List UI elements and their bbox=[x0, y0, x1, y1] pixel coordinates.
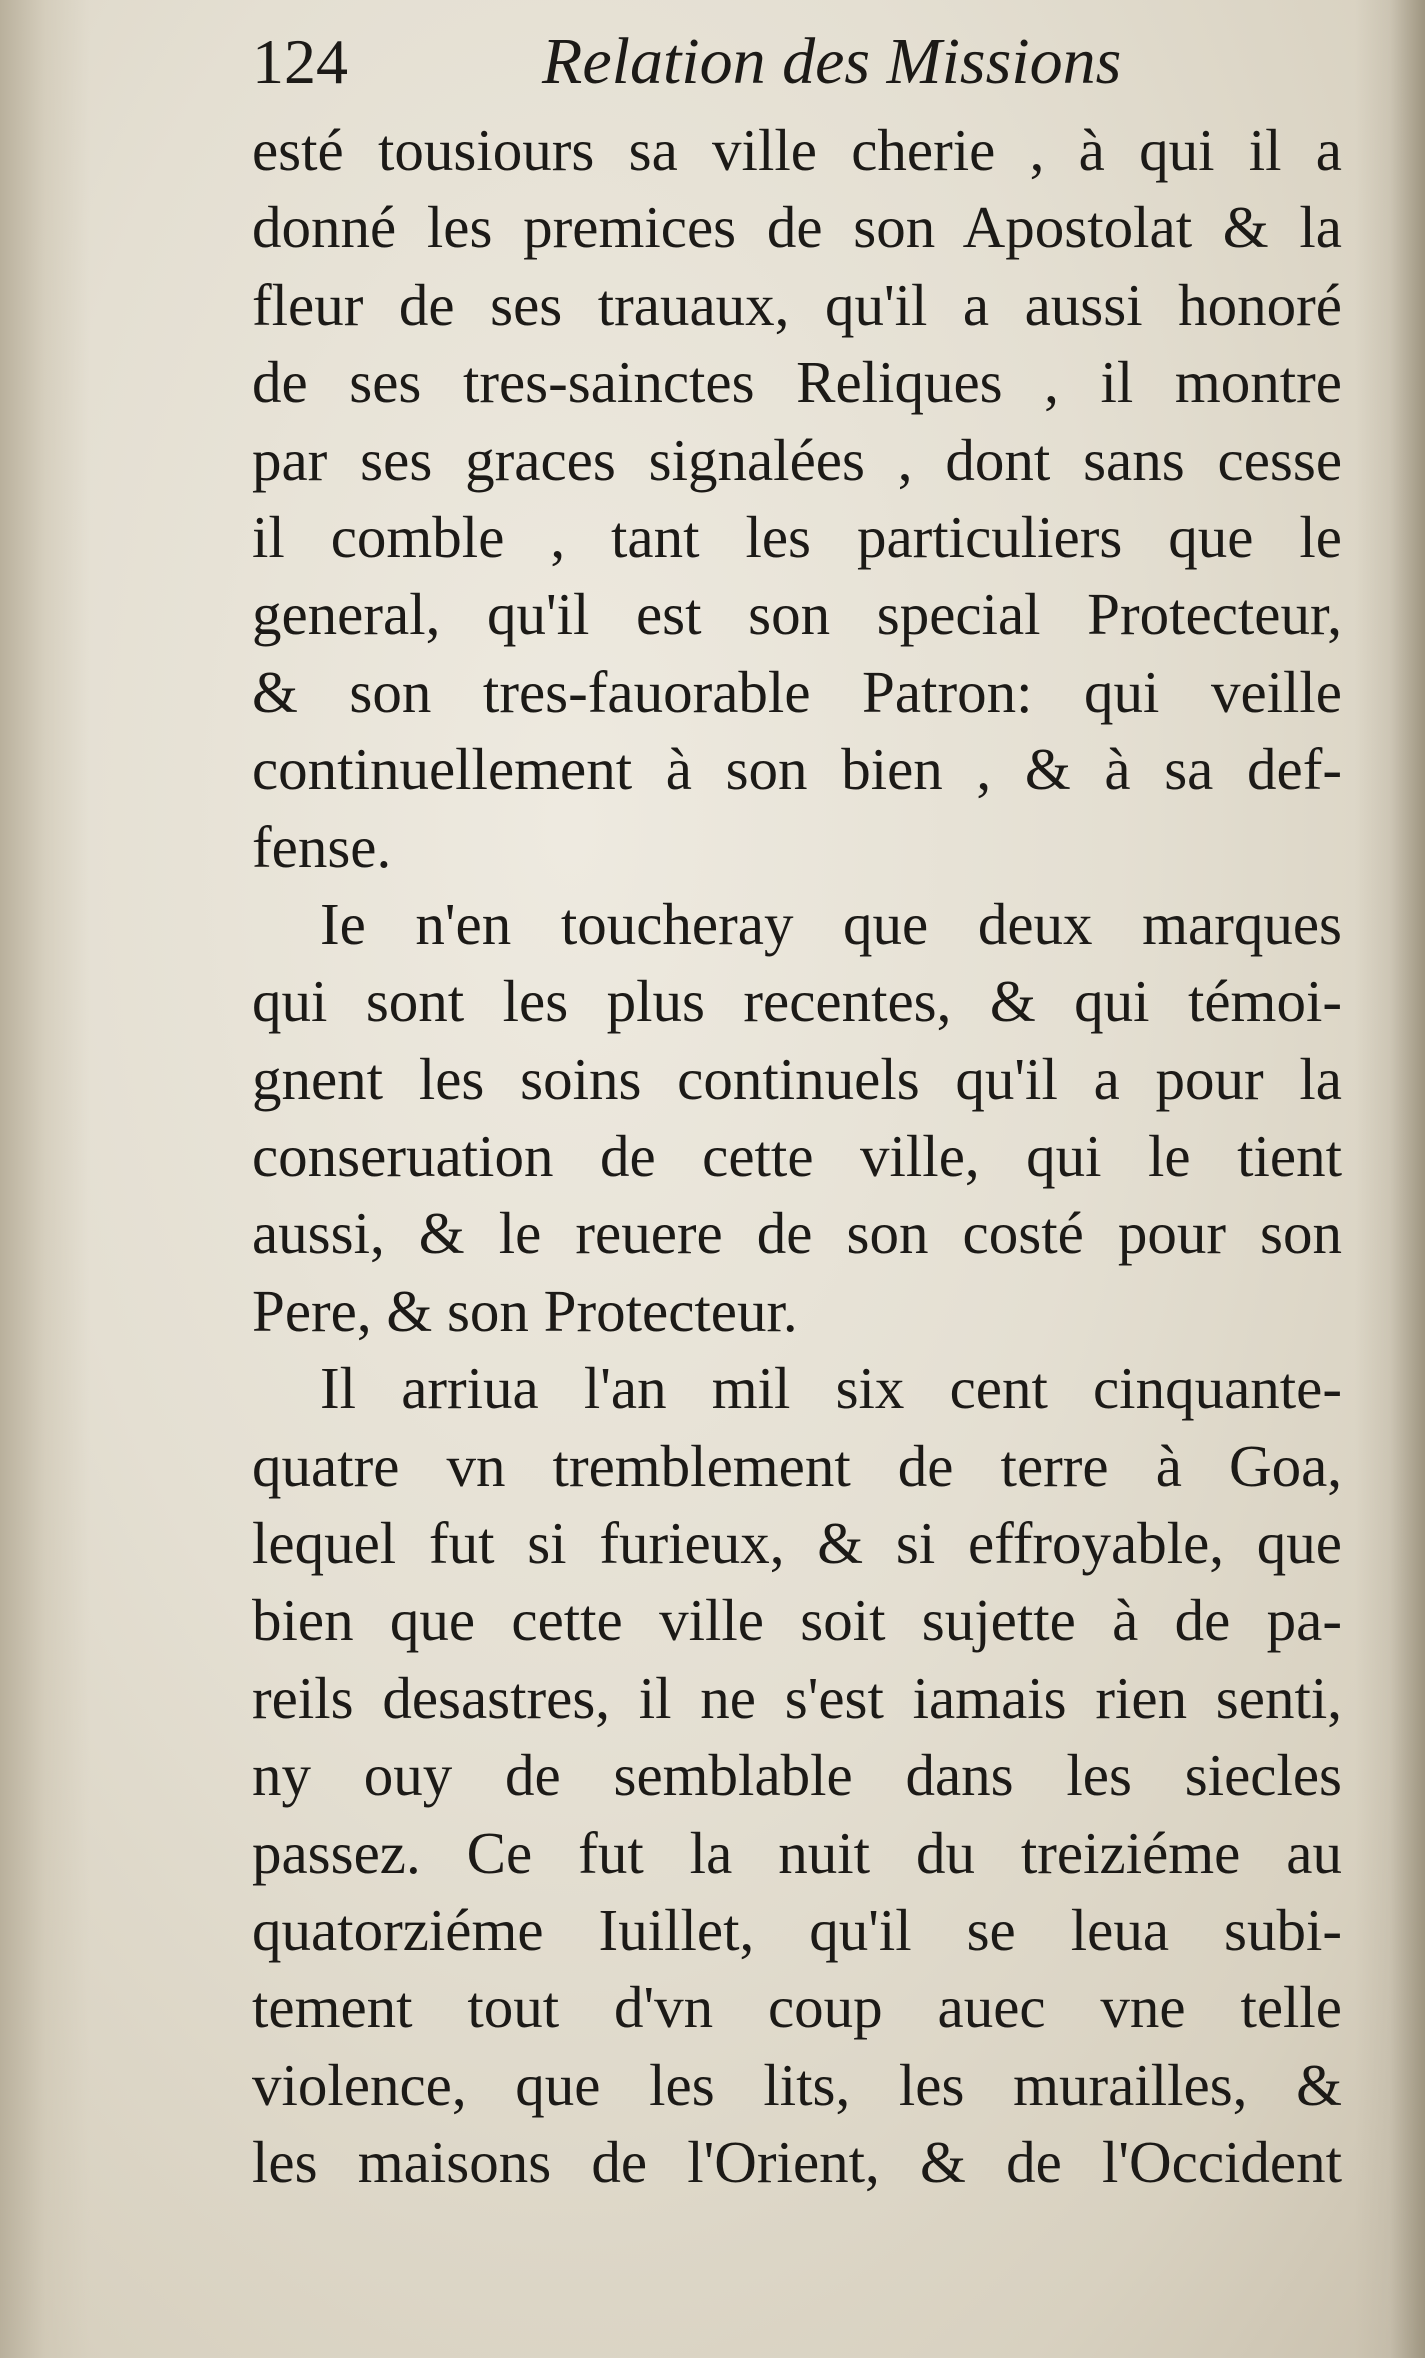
text-line: general, qu'il est son special Protecteur, bbox=[252, 581, 1342, 648]
text-line: les maisons de l'Orient, & de l'Occident bbox=[252, 2129, 1342, 2196]
text-line: il comble , tant les particuliers que le bbox=[252, 503, 1342, 570]
text-line: qui sont les plus recentes, & qui témoi- bbox=[252, 968, 1342, 1035]
text-line: gnent les soins continuels qu'il a pour la bbox=[252, 1045, 1342, 1112]
text-line: ny ouy de semblable dans les siecles bbox=[252, 1742, 1342, 1809]
text-line: Pere, & son Protecteur. bbox=[252, 1277, 798, 1344]
text-line: Ie n'en toucheray que deux marques bbox=[320, 890, 1342, 957]
text-line: par ses graces signalées , dont sans cesse bbox=[252, 426, 1342, 493]
text-line: fense. bbox=[252, 813, 392, 880]
text-line: violence, que les lits, les murailles, & bbox=[252, 2051, 1342, 2118]
text-line: Il arriua l'an mil six cent cinquante- bbox=[320, 1355, 1342, 1422]
text-line: esté tousiours sa ville cherie , à qui il a bbox=[252, 117, 1342, 183]
page-edge-shadow bbox=[1355, 0, 1425, 2358]
text-line: fleur de ses trauaux, qu'il a aussi honoré bbox=[252, 271, 1342, 338]
page-number: 124 bbox=[252, 26, 348, 97]
text-line: lequel fut si furieux, & si effroyable, que bbox=[252, 1510, 1342, 1577]
text-line: de ses tres-sainctes Reliques , il montre bbox=[252, 349, 1342, 416]
text-line: & son tres-fauorable Patron: qui veille bbox=[252, 658, 1342, 725]
text-line: conseruation de cette ville, qui le tient bbox=[252, 1123, 1342, 1190]
text-line: quatorziéme Iuillet, qu'il se leua subi- bbox=[252, 1896, 1342, 1963]
text-line: quatre vn tremblement de terre à Goa, bbox=[252, 1432, 1342, 1499]
running-head: Relation des Missions bbox=[542, 25, 1122, 98]
body-text bbox=[252, 112, 1342, 2202]
page-header bbox=[252, 22, 1342, 102]
text-line: donné les premices de son Apostolat & la bbox=[252, 194, 1342, 261]
spine-shadow bbox=[0, 0, 90, 2358]
text-line: bien que cette ville soit sujette à de pa- bbox=[252, 1587, 1342, 1654]
text-line: passez. Ce fut la nuit du treiziéme au bbox=[252, 1819, 1342, 1886]
text-line: aussi, & le reuere de son costé pour son bbox=[252, 1200, 1342, 1267]
text-line: reils desastres, il ne s'est iamais rien senti, bbox=[252, 1664, 1342, 1731]
text-line: continuellement à son bien , & à sa def- bbox=[252, 736, 1342, 803]
text-line: tement tout d'vn coup auec vne telle bbox=[252, 1974, 1342, 2041]
